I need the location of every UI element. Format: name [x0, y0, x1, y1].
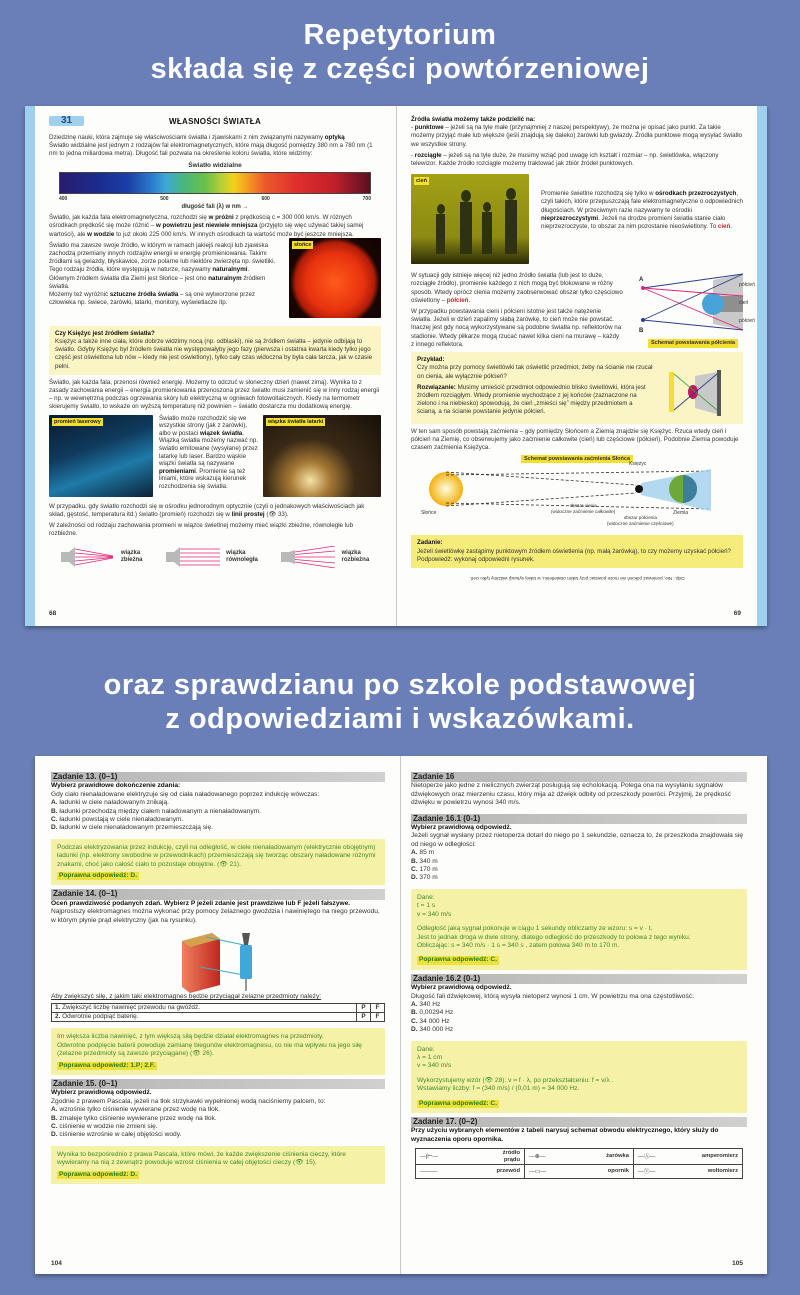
task-16-2-option-a: A. 340 Hz [411, 1000, 441, 1008]
battery-nail-electromagnet-icon [176, 927, 276, 995]
penumbra-schematic-icon [633, 272, 753, 334]
task-16-2-instruction: Wybierz prawidłową odpowiedź. [411, 984, 512, 992]
task-15-option-a: A. wzrośnie tylko ciśnienie wywierane przez wodę na tłok. [51, 1106, 220, 1114]
book-spread-optics [25, 106, 767, 626]
task-15-header: Zadanie 15. (0–1) [51, 1079, 385, 1089]
flashlight-photo [263, 415, 381, 497]
label-penumbra-bottom: półcień [739, 318, 755, 325]
task-14-correct-answer: Poprawna odpowiedź: 1.P; 2.F. [59, 1061, 155, 1069]
laser-photo-tag: promień laserowy [54, 418, 101, 425]
task-16-1-option-d: D. 370 m [411, 874, 438, 882]
task-15-correct-answer: Poprawna odpowiedź: D. [59, 1170, 138, 1178]
task-13-option-a: A. ładunki w ciele naładowanym znikają. [51, 799, 170, 807]
headline-bottom-line2: z odpowiedziami i wskazówkami. [165, 703, 635, 735]
beam-types-diagram [49, 546, 381, 568]
task-16-2-option-b: B. 0,00294 Hz [411, 1009, 454, 1017]
symbol-resistor: —▭— opornik [525, 1165, 634, 1179]
beam-paragraph: Światło może rozchodzić się we wszystkie strony (jak z żarówki), albo w postaci wiązek światła. Wiązką światła możemy nazwać np. światło emitowane (wysyłane) przez latarkę lub laser. Bardzo wąskie wiązki światła są nazywane promieniami. Promienie są też liniami, które wskazują kierunek rozchodzenia się światła. [159, 414, 259, 490]
straight-line-paragraph: W przypadku, gdy światło rozchodzi się w ośrodku jednorodnym optycznie (czyli o jednakowych właściwościach jak skład, gęstość, temperatura itd.) światło (promień) rozchodzi się w linii prostej (👁 33). [49, 502, 365, 518]
headline-top [0, 18, 800, 86]
symbol-ammeter: —Ⓐ— amperomierz [634, 1149, 743, 1165]
task-13 [51, 772, 385, 885]
task-16-2-answer-box: Dane: λ = 1 cm v = 340 m/s Wykorzystujemy wzór (👁 28): v = f · λ, po przekształceniu: f = v/λ . Wstawiamy liczby: f = (340 m/s) / (0,01 m) = 34 000 Hz. Poprawna odpowiedź: C. [411, 1041, 747, 1113]
people-shadows-icon [411, 174, 529, 264]
parallel-beam-icon [166, 546, 222, 568]
speed-paragraph: Światło, jak każda fala elektromagnetyczna, rozchodzi się w próżni z prędkością c = 300 000 km/s. W różnych ośrodkach prędkość się może różnić – w powietrzu jest niewiele mniejsza (przyjęto się więc używać takiej samej wartości), ale w wodzie to już około 225 000 km/s. W innych ośrodkach ta wartość może być jeszcze mniejsza. [49, 214, 364, 238]
moon-info-box [49, 326, 381, 375]
page-68 [37, 106, 395, 626]
page-edge-left [25, 106, 35, 626]
table-row [416, 1165, 743, 1179]
page-edge-right [757, 106, 767, 626]
task-16-1-instruction: Wybierz prawidłową odpowiedź. [411, 824, 512, 832]
task-15-option-c: C. ciśnienie w wodzie nie zmieni się. [51, 1122, 158, 1130]
svg-text:A: A [639, 277, 644, 284]
table-row: 1. Zwiększyć liczbę nawinięć przewodu na gwóźdź. P F [52, 1003, 385, 1012]
label-moon: Księżyc [629, 461, 647, 468]
page-number-69: 69 [733, 609, 741, 617]
task-16-1-option-c: C. 170 m [411, 866, 438, 874]
task-14-header: Zadanie 14. (0–1) [51, 889, 385, 899]
sun-photo-tag: słońce [294, 241, 312, 248]
task-16 [411, 772, 747, 808]
task-13-correct-answer: Poprawna odpowiedź: D. [59, 872, 138, 880]
headline-bottom-line1: oraz sprawdzianu po szkole podstawowej [103, 669, 697, 701]
intro-paragraph: Dziedzinę nauki, która zajmuje się właściwościami światła i zjawiskami z nim związanymi nazywamy optyką Światło widzialne jest jednym z rodzajów fal elektromagnetycznych, które mają długość pomiędzy 380 nm a 780 nm (1 nm to jedna miliardowa metra). Długość fali pozwala na określenie koloru światła, które widzimy: [49, 134, 373, 158]
example-question: Czy można przy pomocy świetlówki tak oświetlić przedmiot, żeby na ścianie nie rzucał on cienia, ale wyłącznie półcień? [417, 364, 653, 380]
task-16-2 [411, 974, 747, 1113]
visible-spectrum-bar [59, 172, 371, 194]
svg-text:B: B [639, 328, 644, 335]
task-16-body: Nietoperze jako jedne z nielicznych zwierząt posługują się echolokacją. Polega ona na wysyłaniu sygnałów dźwiękowych oraz mierzeniu czasu, który mija aż dźwięk odbity od przeszkody powróci. Przyjmij, że prędkość dźwięku w powietrzu wynosi 340 m/s. [411, 782, 731, 807]
moon-box-text: Księżyc a także inne ciała, które dobrze widzimy nocą (np. odblaski), nie są źródłem światła – jedynie odbijają to światło. Gdyby Księżyc był źródłem światła nie występowałyby jego fazy (pierwsza i ostatnia kwarta kiedy tylko jego część jest oświetlona lub nów – kiedy nie jest oświetlony), tylko cały czas widoczna by była cała tarcza, jak w czasie pełni. [55, 338, 373, 370]
laser-photo [49, 415, 153, 497]
sun-photo [289, 238, 381, 318]
label-umbra: cień [739, 300, 749, 307]
task-box [411, 535, 743, 568]
lesson-title: WŁASNOŚCI ŚWIATŁA [168, 117, 262, 126]
spectrum-title: Światło widzialne [188, 161, 242, 169]
task-16-2-header: Zadanie 16.2 (0-1) [411, 974, 747, 984]
task-17-header: Zadanie 17. (0–2) [411, 1117, 747, 1127]
source-type-point: - punktowe – jeżeli są na tyle małe (przynajmniej z naszej perspektywy), że można je opisać jako punkt. Za takie możemy przyjąć małe lub większe (jeśli znajdują się daleko) żarówki lub gwiazdy. Źródła punktowe mogą wysyłać światło we wszystkie strony. [411, 124, 743, 148]
task-14-question: Aby zwiększyć siłę, z jakim taki elektromagnes będzie przyciągał żelazne przedmioty należy: [51, 993, 322, 1001]
example-lamp-diagram-icon [669, 366, 729, 418]
task-15-option-d: D. ciśnienie wzrośnie w całej objętości wody. [51, 1131, 182, 1139]
task-17-instruction: Przy użyciu wybranych elementów z tabeli narysuj schemat obwodu elektrycznego, który służy do wyznaczenia oporu opornika. [411, 1127, 719, 1143]
beam-converging: wiązka zbieżna [61, 546, 143, 568]
task-16-1-correct-answer: Poprawna odpowiedź: C. [419, 956, 498, 964]
headline-top-line2: składa się z części powtórzeniowej [150, 53, 650, 85]
penumbra-paragraph: W sytuacji gdy istnieje więcej niż jedno źródło światła (lub jest to duże, rozciągłe źródło), promienie każdego z nich mogą być blokowane w różny sposób. Wtedy oprócz cienia możemy zaobserwować obszar tylko częściowo oświetlony – półcień. W przypadku powstawania cieni i półcieni istotne jest także natężenie światła. Jeżeli w dzień zapalimy słabą żarówkę, to cień może nie powstać. Inaczej jest gdy nocą wykorzystywane są podobne światła np. reflektorów na stadionie. Wtedy piłkarze mogą rzucać nawet kilka cieni na murawę – każdy z innego reflektora. [411, 272, 623, 348]
table-row: 2. Odwrotnie podpiąć baterię. P F [52, 1012, 385, 1021]
task-13-instruction: Wybierz prawidłowe dokończenie zdania: [51, 782, 181, 790]
voltmeter-symbol-icon: —Ⓥ— [638, 1168, 656, 1175]
symbol-wire: ——— przewód [416, 1165, 525, 1179]
example-title: Przykład: [417, 356, 445, 364]
task-16-1-option-b: B. 340 m [411, 857, 438, 865]
eclipse-paragraph: W ten sam sposób powstają zaćmienia – gdy pomiędzy Słońcem a Ziemią znajdzie się Księżyc. Rzuca wtedy cień i półcień na Ziemię, co obserwujemy jako zaćmienie całkowite (cień) lub częściowe (półcień). Podobnie Ziemia powoduje czasem zaćmienia Księżyca. [411, 427, 739, 452]
example-solution: Rozwiązanie: Musimy umieścić przedmiot odpowiednio blisko świetlówki, która jest źródłem rozciągłym. Wtedy promienie wychodzące z jej końców (zaznaczone na zielono i na niebiesko) spowodują, że cień „zmieści się” między przedmiotem a ścianą, a na ścianie powstanie jedynie półcień. [417, 383, 646, 416]
symbol-power-source: —|⊢— źródło prądu [416, 1149, 525, 1165]
table-row [416, 1149, 743, 1165]
task-13-header: Zadanie 13. (0–1) [51, 772, 385, 782]
page-number-105: 105 [732, 1259, 743, 1267]
label-umbra-area: obszar cienia (widoczne zaćmienie całkowite) [551, 503, 616, 514]
statement-1-true-option[interactable]: P [357, 1003, 371, 1012]
task-13-option-d: D. ładunki w ciele nienaładowanym przemieszczają się. [51, 824, 213, 832]
task-16-1 [411, 814, 747, 970]
symbol-bulb: —⊗— żarówka [525, 1149, 634, 1165]
eclipse-diagram [411, 461, 743, 526]
flashlight-photo-tag: wiązka światła latarki [268, 418, 324, 425]
task-13-body: Gdy ciało nienaładowane elektryzuje się od ciała naładowanego poprzez indukcję wówczas: [51, 790, 320, 798]
circuit-symbols-table [415, 1148, 743, 1179]
label-earth: Ziemia [673, 510, 689, 517]
shadow-photo [411, 174, 529, 264]
beam-types-paragraph: W zależności od rodzaju zachowania promieni w wiązce świetlnej możemy mieć wiązki zbieżne, równoległe lub rozbieżne. [49, 522, 354, 538]
task-16-1-answer-box: Dane: t = 1 s v = 340 m/s Odległość jaką sygnał pokonuje w ciągu 1 sekundy obliczamy ze wzoru: s = v · t. Jest to jednak droga w dwie strony, dlatego odległość do przeszkody to połowa z tego wyniku. Obliczając: s = 340 m/s · 1 s = 340 s , zatem połowa 340 m to 170 m. Poprawna odpowiedź: C. [411, 889, 747, 970]
shadow-photo-tag: cień [416, 178, 428, 185]
upside-down-answer: Odp.: Nie, ponieważ półcień nie może powstać przy takim oświetleniu, w takiej sytuacji widzimy tylko cień. [469, 576, 685, 582]
resistor-symbol-icon: —▭— [529, 1168, 547, 1175]
beam-parallel: wiązka równoległa [166, 546, 258, 568]
symbol-voltmeter: —Ⓥ— woltomierz [634, 1165, 743, 1179]
penumbra-diagram-caption: Schemat powstawania półcienia [648, 339, 738, 347]
task-16-header: Zadanie 16 [411, 772, 747, 782]
task-15-body: Zgodnie z prawem Pascala, jeżeli na tłok strzykawki wypełnionej wodą naciśniemy palcem, to: [51, 1097, 326, 1105]
bulb-symbol-icon: —⊗— [529, 1153, 546, 1160]
converging-beam-icon [61, 546, 117, 568]
page-number-104: 104 [51, 1259, 62, 1267]
headline-top-line1: Repetytorium [303, 19, 497, 51]
ammeter-symbol-icon: —Ⓐ— [638, 1153, 656, 1160]
headline-bottom [0, 668, 800, 736]
label-sun: Słońce [421, 510, 437, 517]
task-14-instruction: Oceń prawdziwość podanych zdań. Wybierz P jeżeli zdanie jest prawdziwe lub F jeżeli fałszywe. [51, 899, 351, 907]
task-13-option-b: B. ładunki przechodzą między ciałem naładowanym a nienaładowanym. [51, 807, 262, 815]
spine [400, 756, 401, 1274]
shadow-paragraph: Promienie świetlne rozchodzą się tylko w ośrodkach przezroczystych, czyli takich, które przepuszczają fale elektromagnetyczne o odpowiednich długościach. W przeciwnym razie nazywamy te ośrodki nieprzezroczystymi. Jeżeli na drodze promieni światła stanie ciało nieprzezroczyste, to obszar za nim pozostanie nieoświetlony. To cień. [541, 190, 743, 231]
task-13-answer-box: Podczas elektryzowania przez indukcję, czyli na odległość, w ciele nienaładowanym (elektrycznie obojętnym) ładunki (np. elektrony swobodne w przewodnikach) przemieszczają się tworząc obszary naładowane różnymi znakami, choć jako całość ciało to pozostaje obojętne. (👁 21). Poprawna odpowiedź: D. [51, 839, 385, 886]
task-16-2-correct-answer: Poprawna odpowiedź: C. [419, 1099, 498, 1107]
energy-paragraph: Światło, jak każda fala, przenosi również energię. Możemy to odczuć w słoneczny dzień (nawet zimą). Wynika to z zasady zachowania energii – energia promieniowania przenoszona przez światło musi zamienić się w inny rodzaj energii – np. w wewnętrzną podczas ogrzewania skóry lub elektryczną w ogniwach fotowoltaicznych. Kiedy na termometr skierujemy światło, to wskaże on wyższą temperaturę niż powinien – światło dostarcza mu dodatkową energię. [49, 378, 380, 411]
diverging-beam-icon [281, 546, 337, 568]
task-15-option-b: B. zmaleje tylko ciśnienie wywierane przez wodę na tłok. [51, 1114, 217, 1122]
book-spread-exam [35, 756, 767, 1274]
task-14-body: Najprostszy elektromagnes można wykonać przy pomocy żelaznego gwoździa i nawiniętego na niego przewodu, w którym płynie prąd elektryczny (jak na rysunku). [51, 908, 380, 924]
wire-symbol-icon: ——— [420, 1168, 438, 1175]
source-types-title: Źródła światła możemy także podzielić na: [411, 116, 536, 123]
task-16-1-body: Jeżeli sygnał wysłany przez nietoperza dotarł do niego po 1 sekundzie, oznacza to, że przeszkoda znajdowała się od niego w odległości: [411, 832, 744, 848]
statement-2-false-option[interactable]: F [371, 1012, 385, 1021]
task-16-2-body: Długość fali dźwiękowej, którą wysyła nietoperz wynosi 1 cm. W powietrzu ma ona częstotliwość: [411, 992, 694, 1000]
task-16-2-option-c: C. 34 000 Hz [411, 1017, 450, 1025]
task-16-2-option-d: D. 340 000 Hz [411, 1026, 454, 1034]
moon-box-title: Czy Księżyc jest źródłem światła? [55, 329, 155, 337]
statement-1-false-option[interactable]: F [371, 1003, 385, 1012]
spectrum-ticks: 400 500 600 700 [59, 195, 371, 202]
battery-symbol-icon: —|⊢— [420, 1153, 439, 1160]
label-penumbra-top: półcień [739, 282, 755, 289]
task-13-option-c: C. ładunki powstają w ciele nienaładowanym. [51, 816, 184, 824]
task-15-answer-box: Wynika to bezpośrednio z prawa Pascala, które mówi, że każde zwiększenie ciśnienia cieczy, które wywieramy na nią z zewnątrz powoduje wzrost ciśnienia w całej objętości cieczy (👁 15). Poprawna odpowiedź: D. [51, 1146, 385, 1184]
task-16-1-option-a: A. 85 m [411, 849, 435, 857]
example-box [411, 352, 743, 423]
task-15-instruction: Wybierz prawidłową odpowiedź. [51, 1089, 152, 1097]
task-15 [51, 1079, 385, 1184]
statement-2-true-option[interactable]: P [357, 1012, 371, 1021]
task-title: Zadanie: [417, 539, 443, 547]
label-penumbra-area: obszar półcienia (widoczne zaćmienie częściowe) [607, 515, 674, 526]
page-104 [45, 756, 395, 1274]
eclipse-diagram-caption: Schemat powstawania zaćmienia Słońca [521, 455, 633, 463]
electromagnet-illustration [51, 925, 385, 993]
penumbra-diagram [633, 272, 753, 347]
task-17 [411, 1117, 747, 1179]
beam-diverging: wiązka rozbieżna [281, 546, 369, 568]
task-14-statements-table [51, 1003, 385, 1023]
page-105 [405, 756, 755, 1274]
lesson-number: 31 [49, 116, 84, 126]
task-14-answer-box: Im większa liczba nawinięć, z tym większą siłą będzie działał elektromagnes na przedmioty. Odwrotne podpięcie baterii powoduje zamianę biegunów elektromagnesu, co nie ma wpływu na jego siłę (żelazne przedmioty są zawsze przyciągane) (👁 26). Poprawna odpowiedź: 1.P; 2.F. [51, 1028, 385, 1075]
task-16-1-header: Zadanie 16.1 (0-1) [411, 814, 747, 824]
spectrum-axis-label: długość fali (λ) w nm → [181, 204, 249, 211]
source-type-extended: - rozciągłe – jeżeli są na tyle duże, że musimy wziąć pod uwagę ich kształt i rozmiar – np. świetlówka, włączony telewizor. Każde źródło rozciągłe możemy traktować jak zbiór źródeł punktowych. [411, 151, 719, 168]
page-number-68: 68 [49, 609, 57, 617]
sources-paragraph: Światło ma zawsze swoje źródło, w którym w ramach jakiejś reakcji lub zjawiska zachodzą przemiany innych rodzajów energii w energię promieniowania. Takimi źródłami są gwiazdy, błyskawice, zorze polarne lub niektóre zwierzęta np. świetliki. Tego rodzaju źródła, które występują w naturze, nazywamy naturalnymi. Głównym źródłem światła dla Ziemi jest Słońce – jest ono naturalnym źródłem światła. Możemy też wyróżnić sztuczne źródła światła – są one wytworzone przez człowieka np. świece, żarówki, latarki, monitory, wyświetlacze itp. [49, 241, 276, 307]
page-69 [397, 106, 755, 626]
task-text: Jeżeli świetlówkę zastąpimy punktowym źródłem oświetlenia (np. małą żarówką), to czy możemy uzyskać półcień? Podpowiedź: wykonaj odpowiedni rysunek. [417, 547, 731, 563]
task-14 [51, 889, 385, 1074]
